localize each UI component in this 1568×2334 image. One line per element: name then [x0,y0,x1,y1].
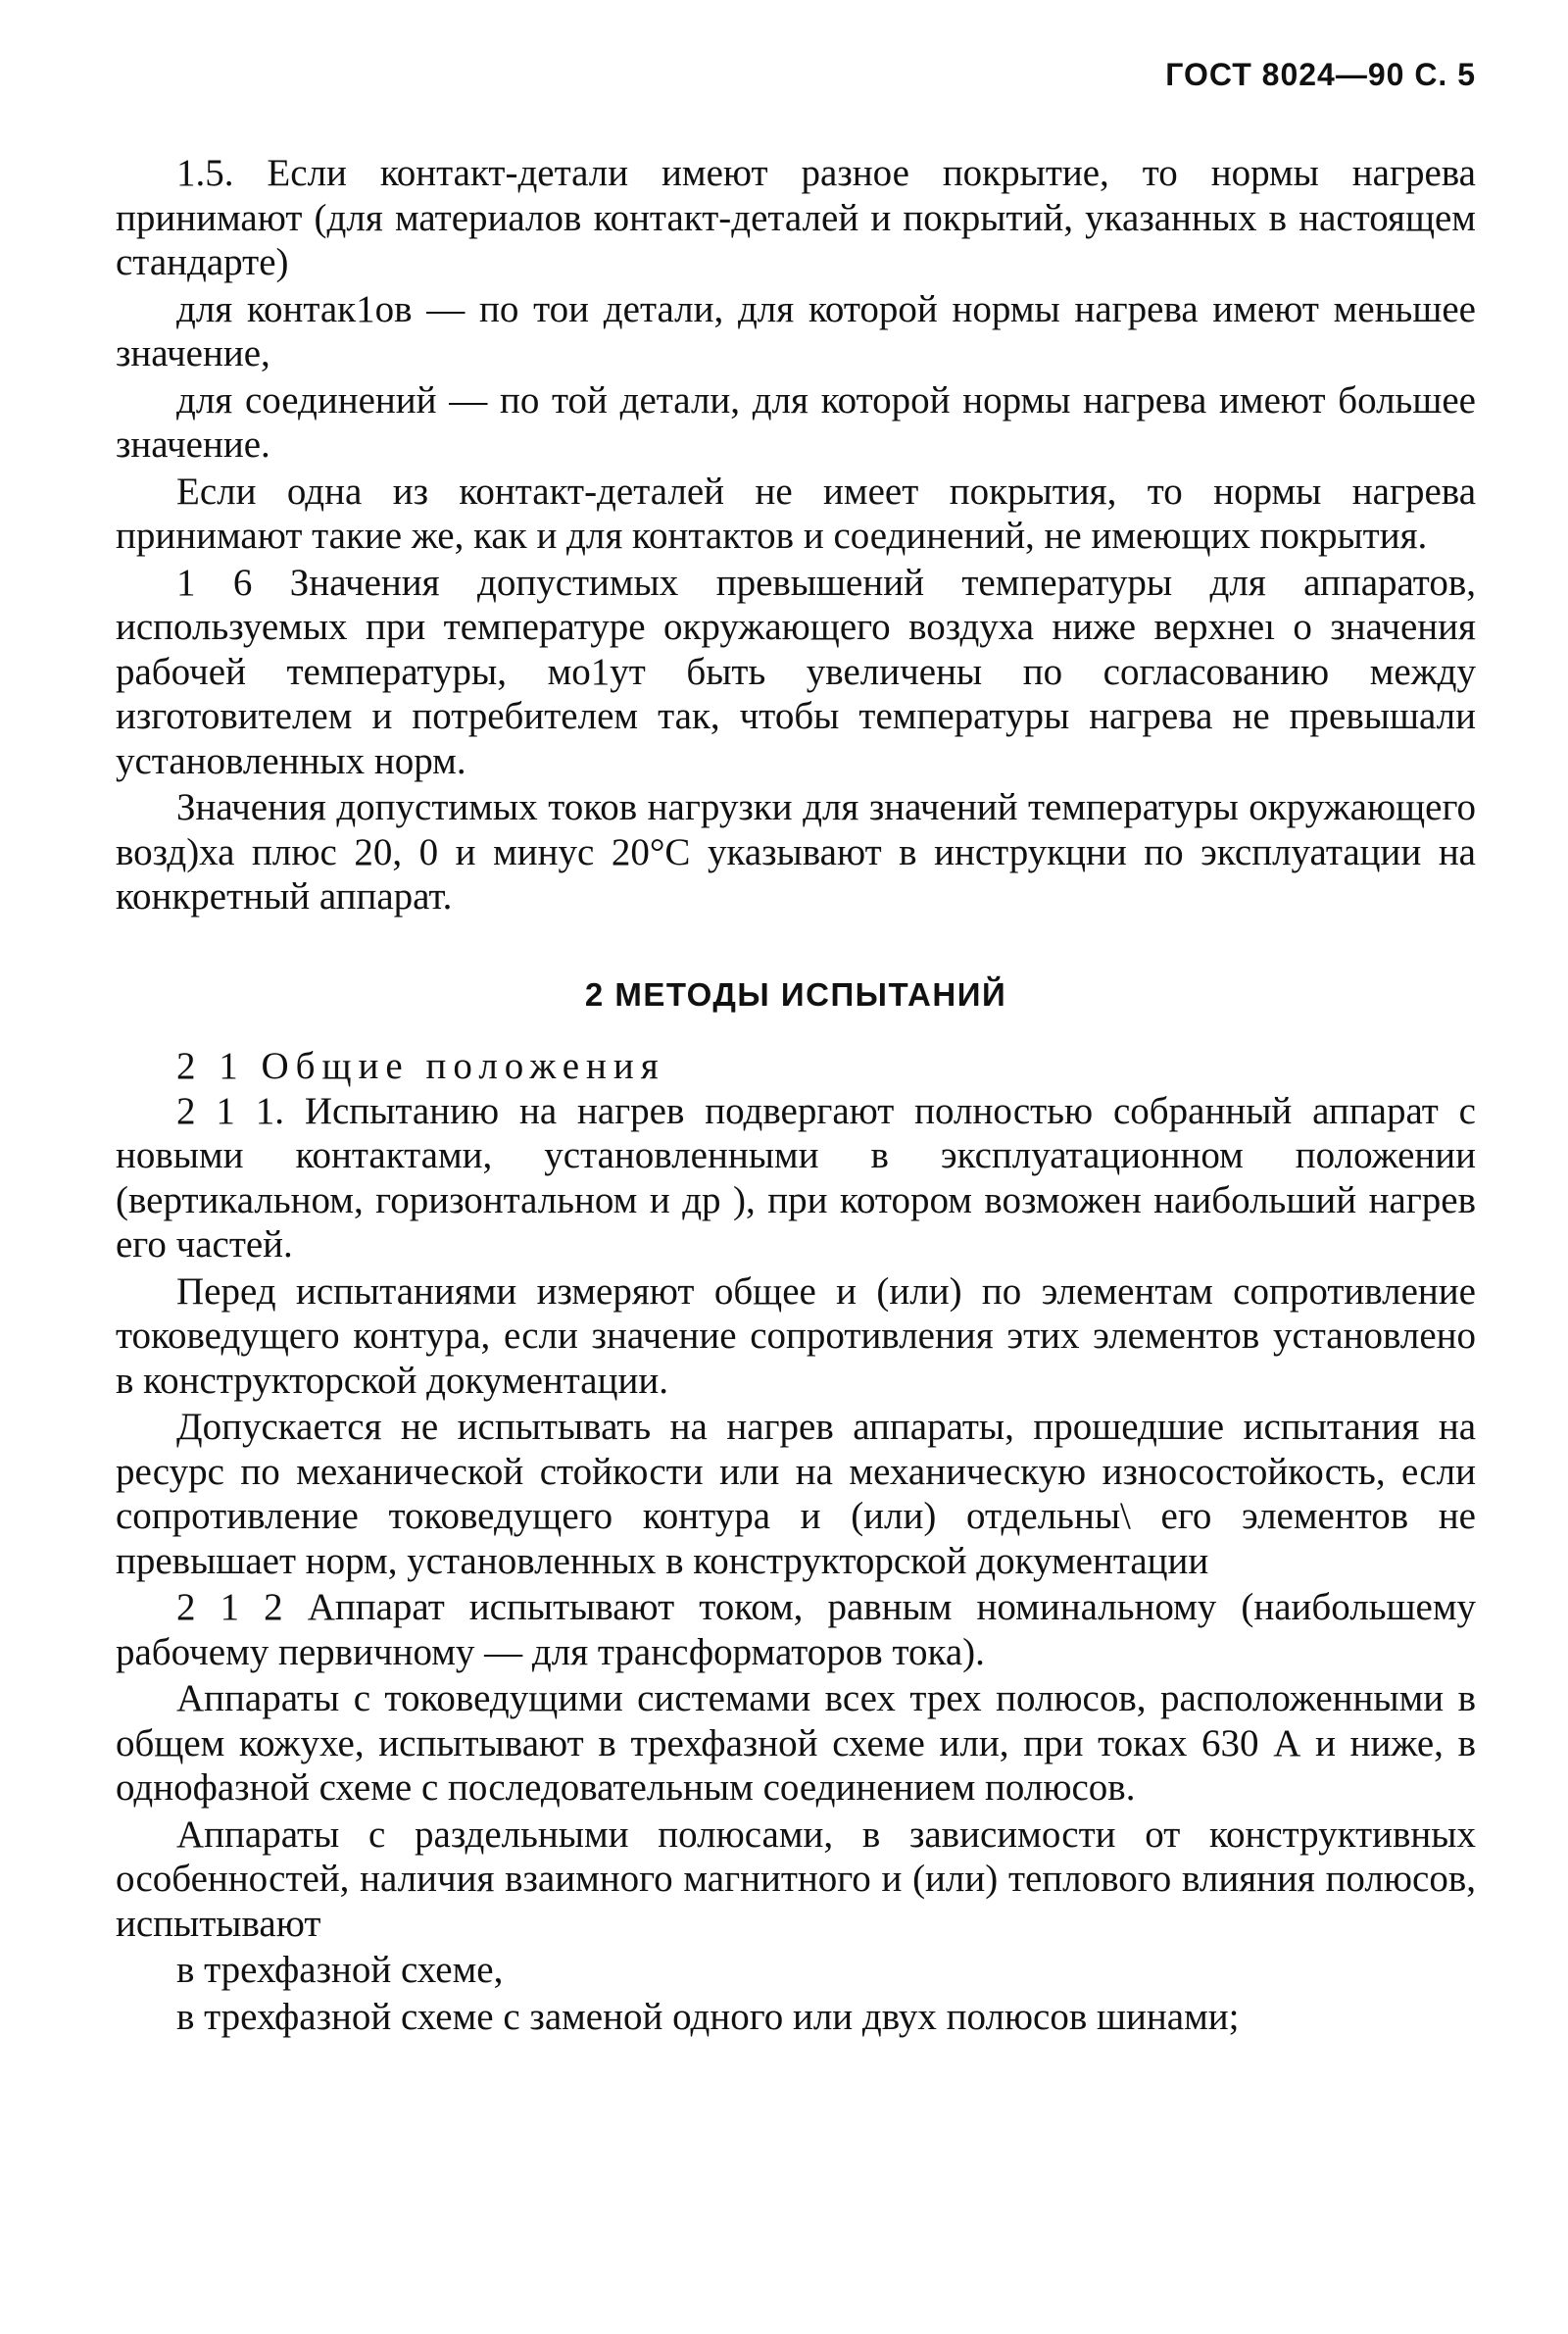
paragraph-connections: для соединений — по той детали, для которой нормы нагрева имеют большее значение. [116,378,1476,466]
paragraph-three-phase: в трехфазной схеме, [176,1949,504,1991]
paragraph-resistance: Перед испытаниями измеряют общее и (или) по элементам сопротивление токоведущего контура, если значение сопротивления этих элементов установлено в конструкторской документации. [116,1269,1476,1402]
section-title: 2 МЕТОДЫ ИСПЫТАНИЙ [584,975,1007,1013]
paragraph-contacts: для контак1ов — по тои детали, для которой нормы нагрева имеют меньшее значение, [116,287,1476,374]
paragraph-1-6: 1 6 Значения допустимых превышений температуры для аппаратов, используемых при температуре окружающего воздуха ниже верхнеı о значения рабочей температуры, мо1ут быть увеличены по согласованию между изготовителем и потребителем так, чтобы температуры нагрева не превышали установленных норм. [116,561,1476,782]
paragraph-no-coating: Если одна из контакт-деталей не имеет покрытия, то нормы нагрева принимают такие же, как и для контактов и соединений, не имеющих покрытия. [116,470,1476,557]
paragraph-three-poles: Аппараты с токоведущими системами всех трех полюсов, расположенными в общем кожухе, испытывают в трехфазной схеме или, при токах 630 А и ниже, в однофазной схеме с последовательным соединением полюсов. [116,1677,1476,1809]
page-body [116,151,1476,2041]
paragraph-load-currents: Значения допустимых токов нагрузки для значений температуры окружающего возд)ха плюс 20, 0 и минус 20°С указывают в инструкцни по эксплуатации на конкретный аппарат. [116,786,1476,918]
paragraph-separate-poles: Аппараты с раздельными полюсами, в зависимости от конструктивных особенностей, наличия взаимного магнитного и (или) теплового влияния полюсов, испытывают [116,1813,1476,1945]
paragraph-2-1-2: 2 1 2 Аппарат испытывают током, равным номинальному (наибольшему рабочему первичному — для трансформаторов тока). [116,1586,1476,1673]
paragraph-allowed-skip: Допускается не испытывать на нагрев аппараты, прошедшие испытания на ресурс по механической стойкости или на механическую износостойкость, если сопротивление токоведущего контура и (или) отдельны\ его элементов не превышает норм, установленных в конструкторской документации [116,1406,1476,1582]
paragraph-1-5: 1.5. Если контакт-детали имеют разное покрытие, то нормы нагрева принимают (для материалов контакт-деталей и покрытий, указанных в настоящем стандарте) [116,152,1476,283]
running-head: ГОСТ 8024—90 С. 5 [1165,57,1476,92]
subsection-title: 2 1 Общие положения [176,1045,665,1087]
paragraph-2-1-1: 2 1 1. Испытанию на нагрев подвергают полностью собранный аппарат с новыми контактами, установленными в эксплуатационном положении (вертикальном, горизонтальном и др ), при котором возможен наибольший нагрев его частей. [116,1089,1476,1266]
paragraph-three-phase-bus: в трехфазной схеме с заменой одного или двух полюсов шинами; [176,1995,1240,2038]
